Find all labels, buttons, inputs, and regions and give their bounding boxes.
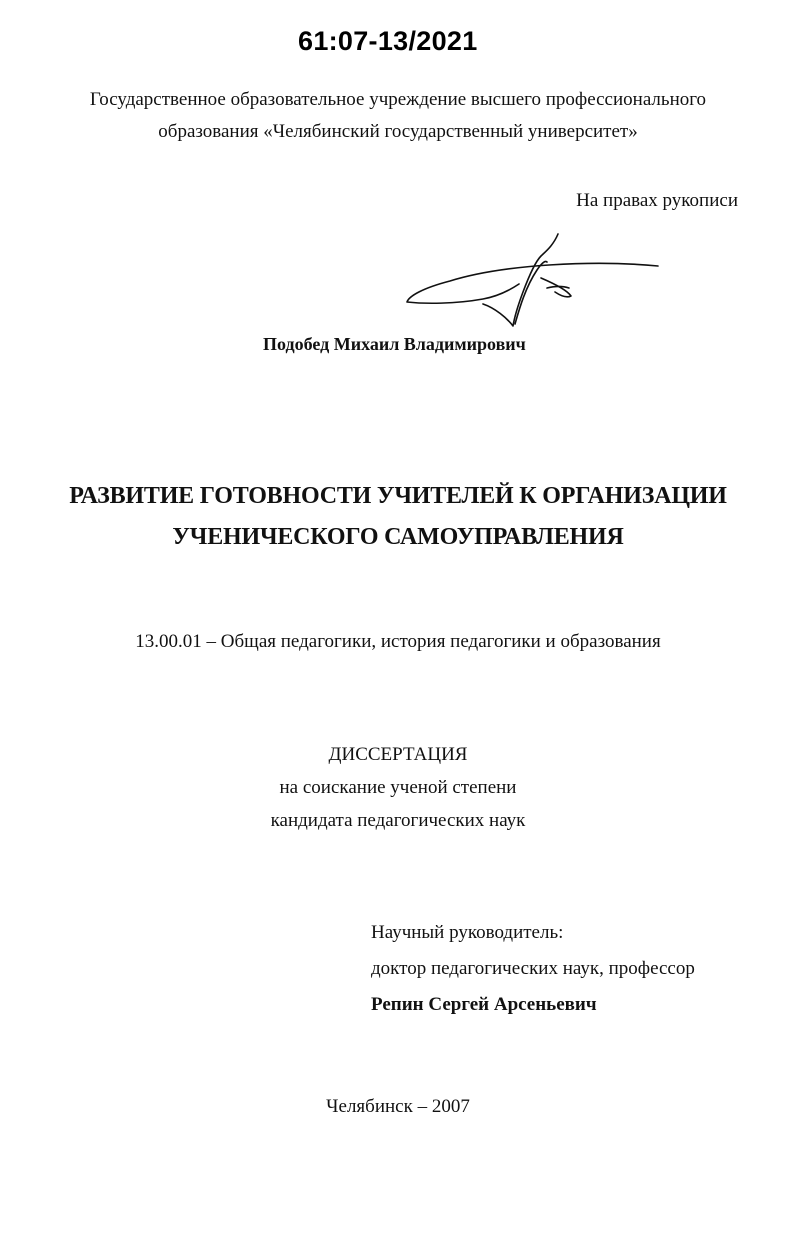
archive-stamp: 61:07-13/2021 [298, 26, 478, 56]
supervisor-block [371, 915, 695, 1023]
title-line-2: УЧЕНИЧЕСКОГО САМОУПРАВЛЕНИЯ [172, 524, 624, 550]
degree-block [100, 738, 696, 837]
degree-line-2: кандидата педагогических наук [270, 810, 526, 831]
specialty-code: 13.00.01 – Общая педагогики, история педагогики и образования [135, 631, 661, 652]
supervisor-degree: доктор педагогических наук, профессор [371, 958, 695, 979]
supervisor-name: Репин Сергей Арсеньевич [371, 994, 597, 1015]
author-signature [395, 226, 670, 336]
institution-block [60, 84, 736, 148]
supervisor-label: Научный руководитель: [371, 922, 564, 943]
dissertation-heading: ДИССЕРТАЦИЯ [328, 744, 468, 765]
manuscript-rights: На правах рукописи [576, 190, 738, 211]
dissertation-title [40, 476, 756, 558]
title-line-1: РАЗВИТИЕ ГОТОВНОСТИ УЧИТЕЛЕЙ К ОРГАНИЗАЦИИ [69, 483, 727, 509]
institution-line-2: образования «Челябинский государственный университет» [158, 121, 638, 142]
institution-line-1: Государственное образовательное учреждение высшего профессионального [89, 89, 707, 110]
author-name: Подобед Михаил Владимирович [263, 334, 526, 354]
degree-line-1: на соискание ученой степени [279, 777, 517, 798]
city-year: Челябинск – 2007 [326, 1096, 470, 1117]
